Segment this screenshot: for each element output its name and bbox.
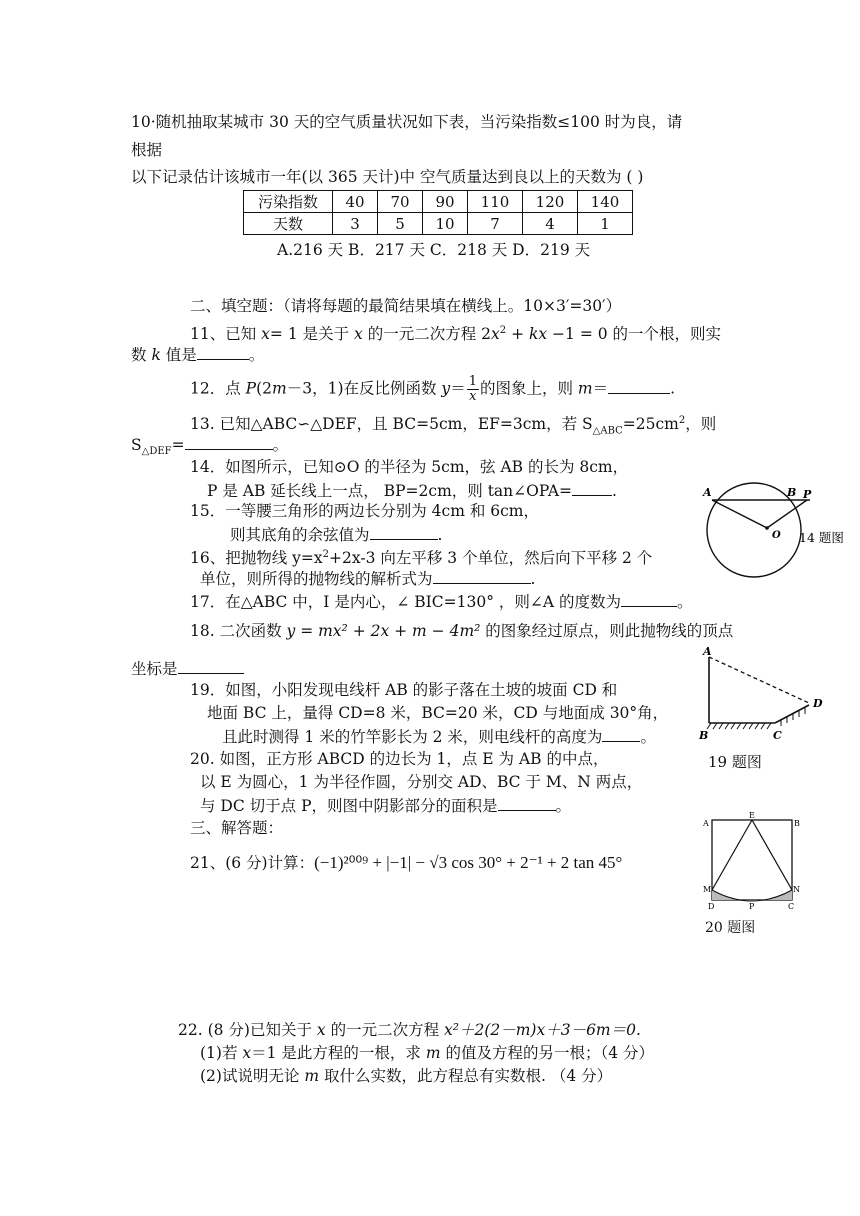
- table-row: [244, 191, 633, 213]
- fig14-label: O: [772, 530, 781, 541]
- table-cell: 5: [378, 213, 423, 235]
- answer-blank[interactable]: [197, 344, 249, 360]
- table-cell: 140: [578, 191, 633, 213]
- figure-19: [695, 645, 835, 740]
- q13-line2: $S_{\triangle DEF}=$ 。: [131, 436, 289, 458]
- answer-blank[interactable]: [433, 568, 531, 584]
- fig14-label: B: [787, 486, 797, 499]
- q20-line2: 以 E 为圆心，1 为半径作圆，分别交 AD、BC 于 M、N 两点，: [200, 773, 643, 791]
- answer-blank[interactable]: [621, 591, 677, 607]
- q13-line1: 13. 已知△ABC∽△DEF，且 BC=5cm，EF=3cm，若 $S_{\triangle ABC}=25cm^2$，则: [190, 415, 717, 437]
- q10-line3: 以下记录估计该城市一年(以 365 天计)中 空气质量达到良以上的天数为 ( ): [131, 168, 644, 186]
- fig20-label: P: [749, 902, 755, 911]
- fig20-label: E: [749, 811, 755, 820]
- table-cell: 120: [523, 191, 578, 213]
- q14-line2: P 是 AB 延长线上一点， BP=2cm，则 tan∠OPA= .: [207, 482, 617, 500]
- q19-line2: 地面 BC 上，量得 CD=8 米，BC=20 米，CD 与地面成 30°角，: [207, 704, 669, 722]
- table-cell: 7: [468, 213, 523, 235]
- table-cell: 10: [423, 213, 468, 235]
- fig20-label: B: [794, 819, 800, 828]
- answer-blank[interactable]: [602, 726, 640, 742]
- q18-line2: 坐标是: [131, 658, 244, 679]
- figure-20-caption: 20 题图: [705, 920, 756, 936]
- q10-line1: 10·随机抽取某城市 30 天的空气质量状况如下表，当污染指数≤100 时为良，请: [131, 113, 683, 131]
- fig14-label: P: [803, 488, 812, 501]
- row-header: 污染指数: [244, 191, 333, 213]
- table-cell: 3: [333, 213, 378, 235]
- figure-19-caption: 19 题图: [708, 753, 762, 771]
- q14-line1: 14．如图所示，已知⊙O 的半径为 5cm，弦 AB 的长为 8cm，: [190, 458, 629, 476]
- q21: 21、(6 分)计算：(−1)²⁰⁰⁹ + |−1| − √3 cos 30° + 2⁻¹ + 2 tan 45°: [190, 853, 623, 872]
- table-cell: 90: [423, 191, 468, 213]
- answer-blank[interactable]: [608, 378, 670, 394]
- q19-line3: 且此时测得 1 米的竹竿影长为 2 米，则电线杆的高度为 。: [222, 728, 656, 746]
- q21-expression: (−1)²⁰⁰⁹ + |−1| − √3 cos 30° + 2⁻¹ + 2 tan 45°: [314, 853, 623, 872]
- table-cell: 70: [378, 191, 423, 213]
- fig20-label: C: [788, 902, 795, 911]
- fraction: $\frac{1}{x}$: [468, 374, 477, 404]
- q11-line1: 11、已知 x= 1 是关于 x 的一元二次方程 $2x^2$ + kx −1 = 0 的一个根，则实: [190, 325, 722, 344]
- q15-line2: 则其底角的余弦值为 .: [230, 526, 443, 544]
- figure-14: [700, 480, 850, 580]
- table-cell: 110: [468, 191, 523, 213]
- figure-20: [698, 808, 802, 912]
- answer-blank[interactable]: [572, 480, 612, 496]
- q16-line1: 16、把抛物线 $y=x^2+2x-3$ 向左平移 3 个单位，然后向下平移 2 个: [190, 549, 653, 568]
- q16-line2: 单位，则所得的抛物线的解析式为 .: [200, 570, 536, 588]
- answer-blank[interactable]: [178, 658, 244, 674]
- q11-line2: 数 k 值是 。: [131, 346, 265, 364]
- air-quality-table: [243, 190, 633, 235]
- answer-blank[interactable]: [498, 795, 556, 811]
- q22-line2: (1)若 x＝1 是此方程的一根，求 m 的值及方程的另一根；（4 分）: [200, 1044, 655, 1062]
- figure-14-caption: 14 题图: [799, 530, 844, 545]
- fig14-label: A: [703, 486, 712, 499]
- q22-line3: (2)试说明无论 m 取什么实数，此方程总有实数根. （4 分）: [200, 1067, 613, 1085]
- fig19-label: D: [813, 697, 823, 710]
- q15-line1: 15．一等腰三角形的两边长分别为 4cm 和 6cm，: [190, 502, 539, 520]
- fig19-label: A: [703, 645, 712, 658]
- q19-line1: 19．如图，小阳发现电线杆 AB 的影子落在土坡的坡面 CD 和: [190, 681, 618, 699]
- table-cell: 1: [578, 213, 633, 235]
- table-cell: 4: [523, 213, 578, 235]
- section2-heading: 二、填空题：（请将每题的最简结果填在横线上。10×3′=30′）: [190, 297, 622, 315]
- q12: 12．点 P(2m－3，1)在反比例函数 y＝ $\frac{1}{x}$ 的图象上，则 m＝ .: [190, 374, 676, 404]
- fig19-label: B: [699, 729, 709, 740]
- q20-line3: 与 DC 切于点 P，则图中阴影部分的面积是 。: [200, 797, 572, 815]
- fig20-label: M: [703, 885, 712, 894]
- q17: 17．在△ABC 中，I 是内心，∠ BIC=130° ，则∠A 的度数为 。: [190, 593, 693, 611]
- section3-heading: 三、解答题：: [190, 819, 284, 837]
- fig19-label: C: [773, 729, 782, 740]
- answer-blank[interactable]: [370, 524, 438, 540]
- q10-line2: 根据: [131, 141, 163, 159]
- fig20-label: D: [708, 902, 715, 911]
- q18-line1: 18. 二次函数 y = mx² + 2x + m − 4m² 的图象经过原点，则此抛物线的顶点: [190, 622, 734, 640]
- row-header: 天数: [244, 213, 333, 235]
- fig20-label: A: [703, 819, 709, 828]
- table-cell: 40: [333, 191, 378, 213]
- answer-blank[interactable]: [185, 434, 273, 450]
- table-row: [244, 213, 633, 235]
- q10-options: A.216 天 B．217 天 C．218 天 D．219 天: [277, 241, 591, 259]
- q22-line1: 22. (8 分)已知关于 x 的一元二次方程 x²＋2(2－m)x＋3－6m＝0.: [178, 1021, 641, 1039]
- q20-line1: 20. 如图，正方形 ABCD 的边长为 1，点 E 为 AB 的中点，: [190, 750, 609, 768]
- fig20-label: N: [793, 885, 800, 894]
